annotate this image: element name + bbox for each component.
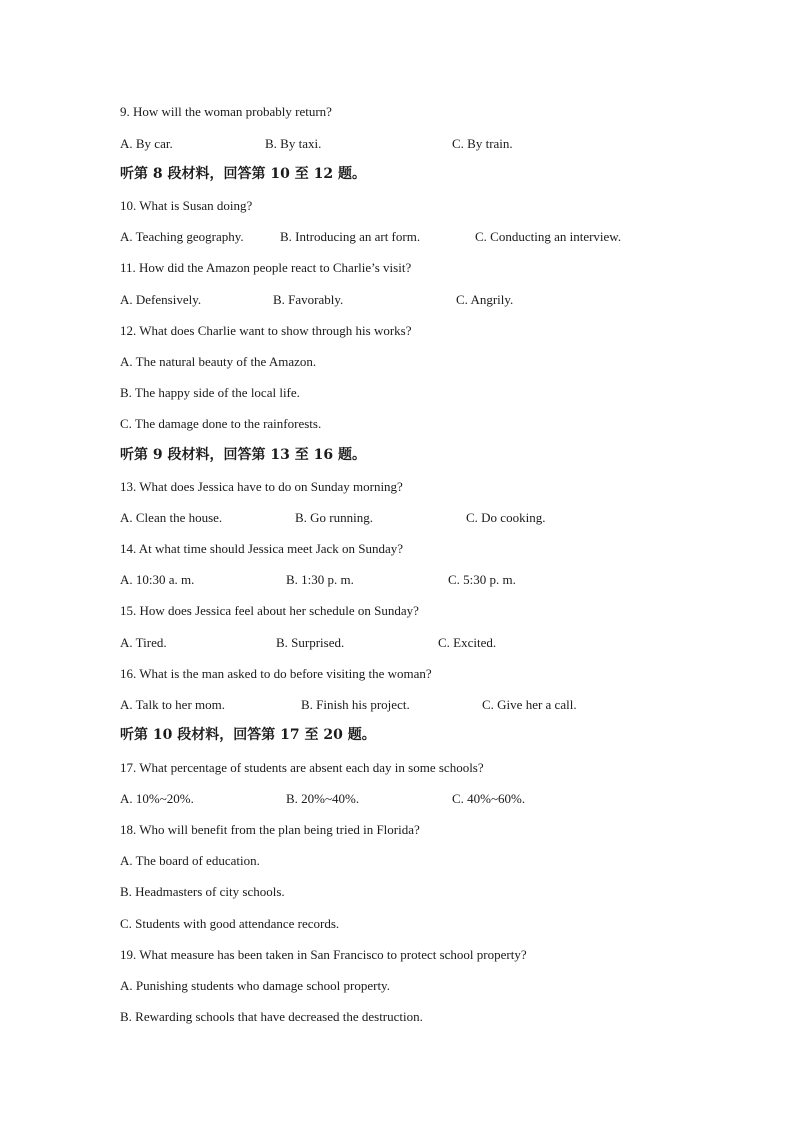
q13-option-c: C. Do cooking.: [466, 510, 546, 525]
question-9: 9. How will the woman probably return?: [120, 104, 332, 119]
q18-option-a: A. The board of education.: [120, 853, 260, 868]
q9-option-a: A. By car.: [120, 136, 173, 151]
q17-option-a: A. 10%~20%.: [120, 791, 194, 806]
q16-option-c: C. Give her a call.: [482, 697, 577, 712]
q15-option-c: C. Excited.: [438, 635, 497, 650]
question-19: 19. What measure has been taken in San Francisco to protect school property?: [120, 947, 527, 962]
q12-option-c: C. The damage done to the rainforests.: [120, 416, 322, 431]
q16-option-b: B. Finish his project.: [301, 697, 410, 712]
q17-option-c: C. 40%~60%.: [452, 791, 526, 806]
q11-option-c: C. Angrily.: [456, 292, 514, 307]
q9-option-c: C. By train.: [452, 136, 513, 151]
q15-option-b: B. Surprised.: [276, 635, 345, 650]
q10-option-b: B. Introducing an art form.: [280, 229, 421, 244]
section-10-heading: 听第 10 段材料，回答第 17 至 20 题。: [120, 727, 376, 743]
q14-option-b: B. 1:30 p. m.: [286, 572, 354, 587]
question-17: 17. What percentage of students are absent each day in some schools?: [120, 760, 484, 775]
question-13: 13. What does Jessica have to do on Sunday morning?: [120, 479, 403, 494]
q12-option-a: A. The natural beauty of the Amazon.: [120, 354, 317, 369]
question-11: 11. How did the Amazon people react to Charlie’s visit?: [120, 260, 412, 275]
q18-option-c: C. Students with good attendance records.: [120, 916, 340, 931]
q13-option-a: A. Clean the house.: [120, 510, 223, 525]
q13-option-b: B. Go running.: [295, 510, 373, 525]
q17-option-b: B. 20%~40%.: [286, 791, 360, 806]
question-12: 12. What does Charlie want to show through his works?: [120, 323, 412, 338]
q15-option-a: A. Tired.: [120, 635, 167, 650]
section-9-heading: 听第 9 段材料，回答第 13 至 16 题。: [120, 447, 366, 463]
q12-option-b: B. The happy side of the local life.: [120, 385, 300, 400]
q10-option-c: C. Conducting an interview.: [475, 229, 622, 244]
q19-option-b: B. Rewarding schools that have decreased the destruction.: [120, 1009, 423, 1024]
q11-option-a: A. Defensively.: [120, 292, 202, 307]
q9-option-b: B. By taxi.: [265, 136, 322, 151]
q10-option-a: A. Teaching geography.: [120, 229, 244, 244]
question-18: 18. Who will benefit from the plan being tried in Florida?: [120, 822, 420, 837]
q11-option-b: B. Favorably.: [273, 292, 344, 307]
question-15: 15. How does Jessica feel about her schedule on Sunday?: [120, 603, 419, 618]
section-8-heading: 听第 8 段材料，回答第 10 至 12 题。: [120, 166, 366, 182]
question-16: 16. What is the man asked to do before visiting the woman?: [120, 666, 432, 681]
question-14: 14. At what time should Jessica meet Jack on Sunday?: [120, 541, 404, 556]
q16-option-a: A. Talk to her mom.: [120, 697, 226, 712]
q14-option-a: A. 10:30 a. m.: [120, 572, 195, 587]
question-10: 10. What is Susan doing?: [120, 198, 253, 213]
q19-option-a: A. Punishing students who damage school property.: [120, 978, 390, 993]
q14-option-c: C. 5:30 p. m.: [448, 572, 516, 587]
q18-option-b: B. Headmasters of city schools.: [120, 884, 285, 899]
